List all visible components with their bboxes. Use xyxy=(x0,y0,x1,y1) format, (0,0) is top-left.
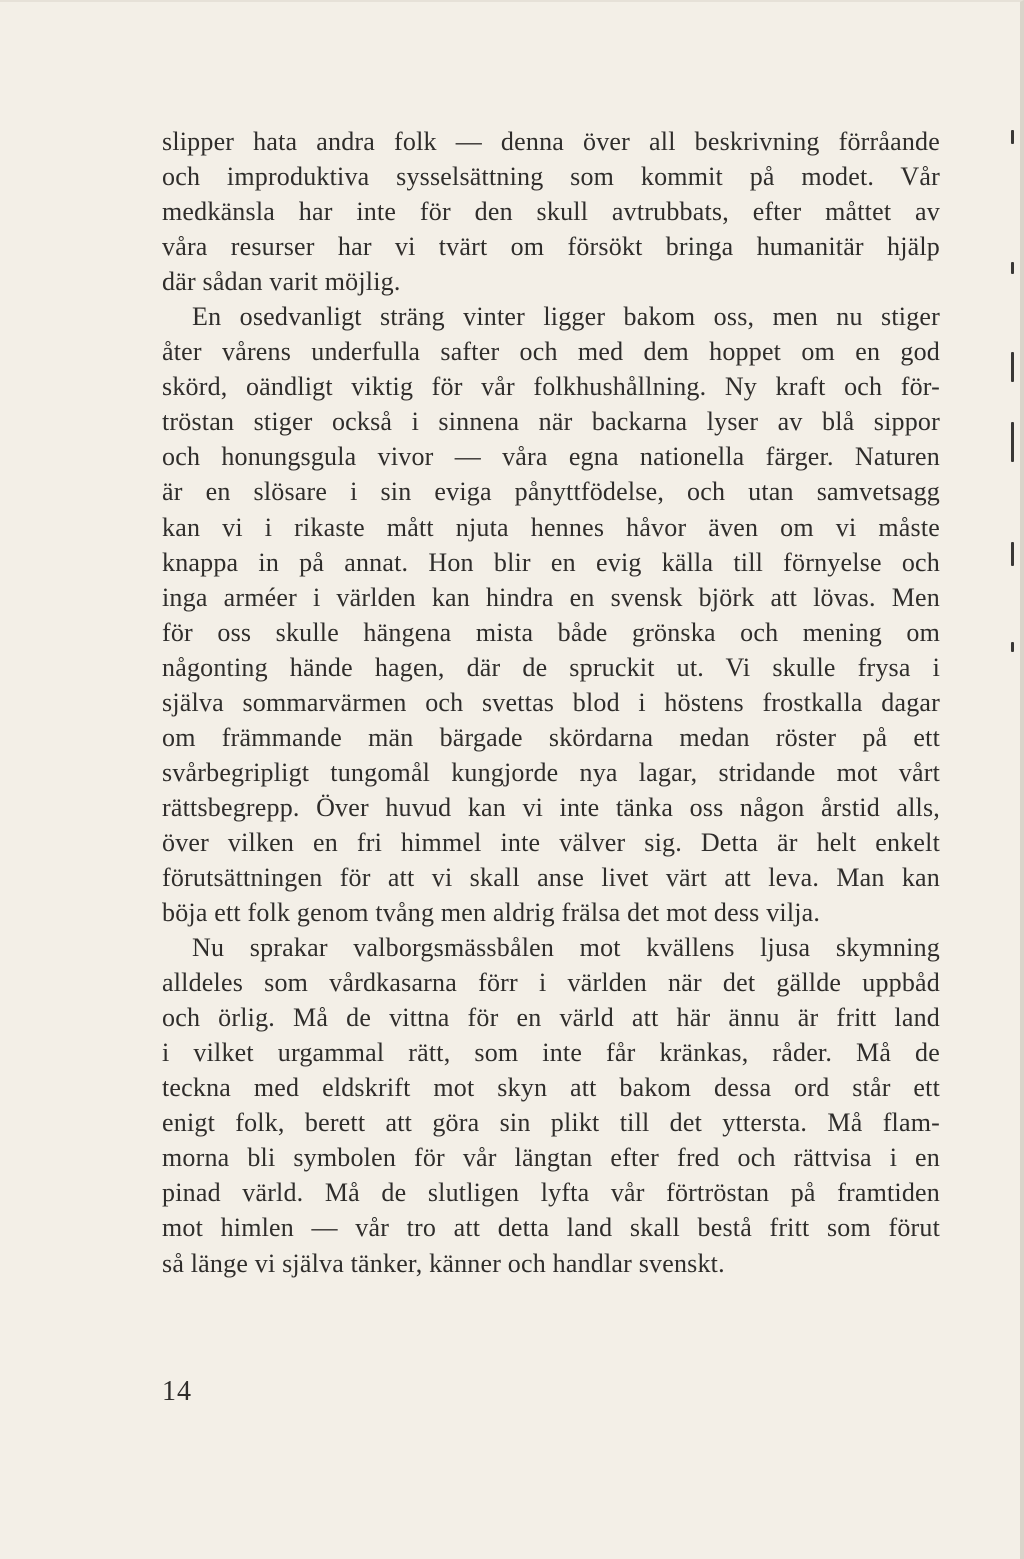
text-line: åter vårens underfulla safter och med dem hoppet om en god xyxy=(162,337,940,367)
text-line: alldeles som vårdkasarna förr i världen när det gällde uppbåd xyxy=(162,968,940,998)
text-line: skörd, oändligt viktig för vår folkhushållning. Ny kraft och för- xyxy=(162,372,940,402)
text-line: slipper hata andra folk — denna över all beskrivning förråande xyxy=(162,127,940,156)
page-edge-marks xyxy=(1010,122,1014,682)
text-line: någonting hände hagen, där de spruckit ut. Vi skulle frysa i xyxy=(162,652,940,682)
text-line: så länge vi själva tänker, känner och handlar svenskt. xyxy=(162,1248,725,1278)
text-line: pinad värld. Må de slutligen lyfta vår förtröstan på framtiden xyxy=(162,1178,940,1208)
text-line: böja ett folk genom tvång men aldrig frälsa det mot dess vilja. xyxy=(162,898,821,928)
text-line: inga arméer i världen kan hindra en svensk björk att lövas. Men xyxy=(162,582,940,612)
paragraph xyxy=(162,299,940,930)
text-line: och honungsgula vivor — våra egna nationella färger. Naturen xyxy=(162,442,940,472)
text-line: förutsättningen för att vi skall anse livet värt att leva. Man kan xyxy=(162,862,940,892)
text-line: morna bli symbolen för vår längtan efter fred och rättvisa i en xyxy=(162,1143,940,1173)
body-text xyxy=(162,124,940,1281)
text-line: En osedvanligt sträng vinter ligger bakom oss, men nu stiger xyxy=(192,302,940,332)
text-line: och improduktiva sysselsättning som kommit på modet. Vår xyxy=(162,162,940,192)
text-line: om främmande män bärgade skördarna medan röster på ett xyxy=(162,722,940,752)
page-number: 14 xyxy=(162,1376,192,1407)
text-line: över vilken en fri himmel inte välver sig. Detta är helt enkelt xyxy=(162,827,940,857)
text-line: tröstan stiger också i sinnena när backarna lyser av blå sippor xyxy=(162,407,940,437)
text-line: själva sommarvärmen och svettas blod i höstens frostkalla dagar xyxy=(162,687,940,717)
paragraph xyxy=(162,124,940,299)
text-line: Nu sprakar valborgsmässbålen mot kvällens ljusa skymning xyxy=(192,933,940,963)
paragraph xyxy=(162,930,940,1280)
text-line: för oss skulle hängena mista både grönska och mening om xyxy=(162,617,940,647)
text-line: är en slösare i sin eviga pånyttfödelse, och utan samvetsagg xyxy=(162,477,940,507)
text-line: våra resurser har vi tvärt om försökt bringa humanitär hjälp xyxy=(162,232,940,262)
text-line: medkänsla har inte för den skull avtrubbats, efter måttet av xyxy=(162,197,940,227)
text-line: svårbegripligt tungomål kungjorde nya lagar, stridande mot vårt xyxy=(162,757,940,787)
text-line: där sådan varit möjlig. xyxy=(162,267,401,297)
text-line: teckna med eldskrift mot skyn att bakom dessa ord står ett xyxy=(162,1073,940,1103)
text-line: i vilket urgammal rätt, som inte får kränkas, råder. Må de xyxy=(162,1038,940,1068)
text-line: kan vi i rikaste mått njuta hennes håvor även om vi måste xyxy=(162,512,940,542)
text-line: enigt folk, berett att göra sin plikt till det yttersta. Må flam- xyxy=(162,1108,940,1138)
text-line: mot himlen — vår tro att detta land skall bestå fritt som förut xyxy=(162,1213,940,1243)
text-line: rättsbegrepp. Över huvud kan vi inte tänka oss någon årstid alls, xyxy=(162,792,940,822)
text-line: knappa in på annat. Hon blir en evig källa till förnyelse och xyxy=(162,547,940,577)
text-line: och örlig. Må de vittna för en värld att här ännu är fritt land xyxy=(162,1003,940,1033)
